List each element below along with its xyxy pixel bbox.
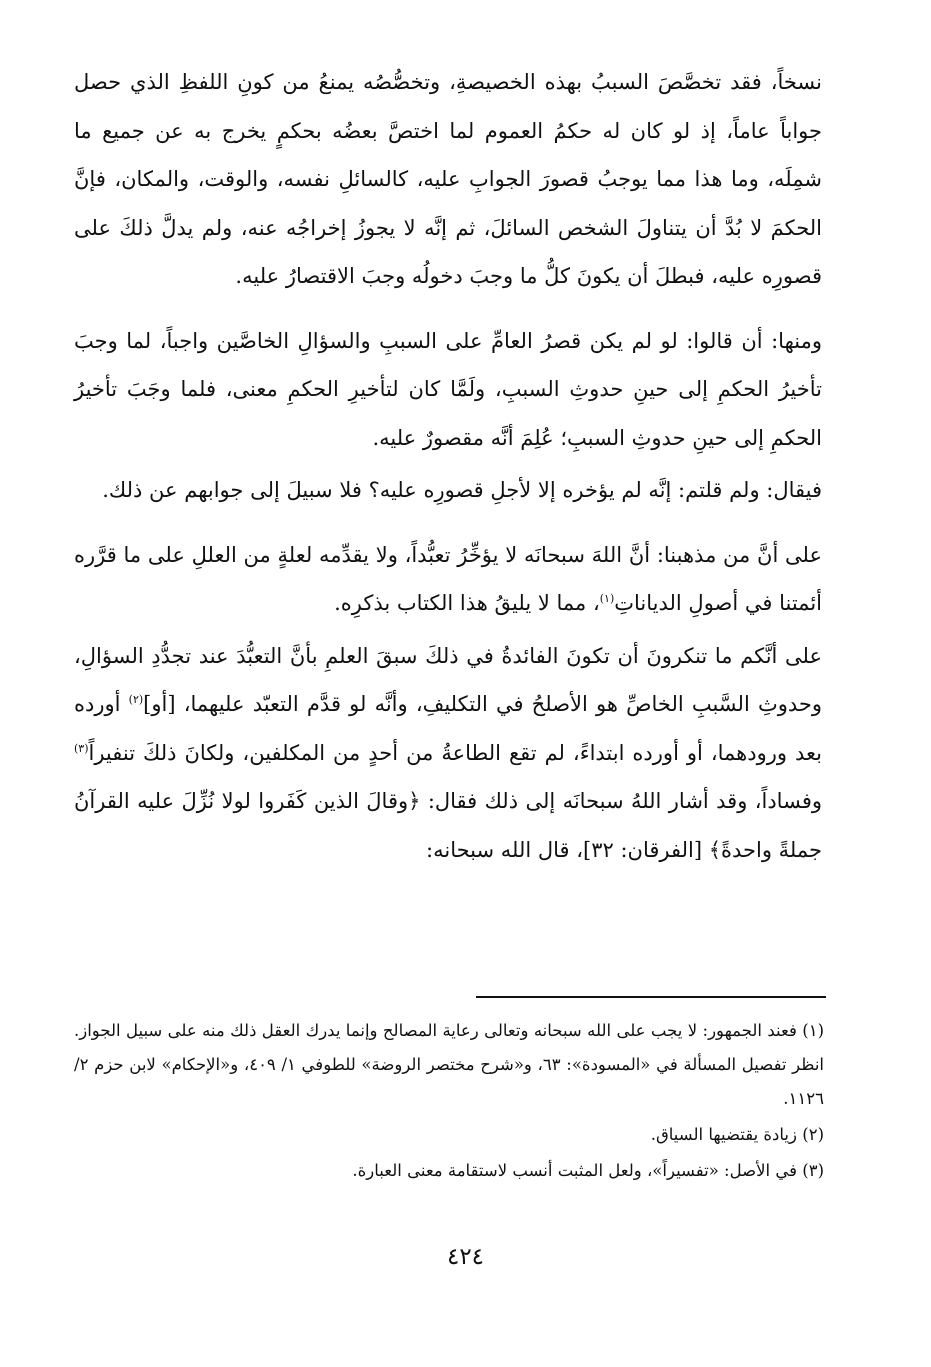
paragraph-2: ومنها: أن قالوا: لو لم يكن قصرُ العامِّ على السببِ والسؤالِ الخاصَّين واجباً، لما وجبَ تأخيرُ الحكمِ إلى حينِ حدوثِ السببِ، ولَمَّا كان لتأخيرِ الحكمِ معنى، فلما وجَبَ تأخيرُ الحكمِ إلى حينِ حدوثِ السببِ؛ عُلِمَ أنَّه مقصورٌ عليه. [74, 328, 822, 450]
footnotes [74, 1014, 824, 1188]
paragraph-5-text-b: أورده بعد ورودهما، أو أورده ابتداءً، لم تقع الطاعةُ من أحدٍ من المكلفين، ولكانَ ذلكَ تنفيراً [74, 692, 822, 765]
footnote-1: (١) فعند الجمهور: لا يجب على الله سبحانه وتعالى رعاية المصالح وإنما يدرك العقل ذلك منه على سبيل الجواز. انظر تفصيل المسألة في «المسودة»: ٦٣، و«شرح مختصر الروضة» للطوفي ١/ ٤٠٩، و«الإحكام» لابن حزم ٢/ ١١٢٦. [74, 1021, 824, 1108]
paragraph-4 [74, 531, 822, 628]
footnote-3: (٣) في الأصل: «تفسيراً»، ولعل المثبت أنسب لاستقامة معنى العبارة. [352, 1161, 824, 1180]
paragraph-5-text-c: وفساداً، وقد أشار اللهُ سبحانَه إلى ذلك فقال: ﴿وقالَ الذين كَفَروا لولا نُزِّلَ عليه القرآنُ جملةً واحدةً﴾ [الفرقان: ٣٢]، قال الله سبحانه: [74, 789, 822, 862]
paragraph-4-text-b: ، مما لا يليقُ هذا الكتاب بذكرِه. [334, 591, 600, 615]
paragraph-5-text-a: على أنَّكم ما تنكرونَ أن تكونَ الفائدةُ في ذلكَ سبقَ العلمِ بأنَّ التعبُّدَ عند تجدُّدِ السؤالِ، وحدوثِ السَّببِ الخاصِّ هو الأصلحُ في التكليفِ، وأنَّه لو قدَّم التعبّد عليهما، [أو] [74, 643, 823, 716]
main-text [74, 58, 822, 874]
footnote-marker-2[interactable]: (٢) [128, 693, 144, 706]
footnote-2: (٢) زيادة يقتضيها السياق. [650, 1125, 824, 1144]
paragraph-4-text-a: على أنَّ من مذهبنا: أنَّ اللهَ سبحانَه لا يؤخِّرُ تعبُّداً، ولا يقدِّمه لعلةٍ من العللِ على ما قرَّره أئمتنا في أصولِ الدياناتِ [74, 542, 822, 615]
paragraph-1: نسخاً، فقد تخصَّصَ السببُ بهذه الخصيصةِ، وتخصُّصُه يمنعُ من كونِ اللفظِ الذي حصل جواباً عاماً، إذ لو كان له حكمُ العموم لما اختصَّ بعضُه بحكمٍ يخرج به عن جميع ما شمِلَه، وما هذا مما يوجبُ قصورَ الجوابِ عليه، كالسائلِ نفسه، والوقت، والمكان، فإنَّ الحكمَ لا بُدَّ أن يتناولَ الشخص السائلَ، ثم إنَّه لا يجوزُ إخراجُه عنه، ولم يدلَّ ذلكَ على قصورِه عليه، فبطلَ أن يكونَ كلُّ ما وجبَ دخولُه وجبَ الاقتصارُ عليه. [74, 70, 822, 288]
footnote-marker-3[interactable]: (٣) [74, 741, 89, 755]
paragraph-3: فيقال: ولم قلتم: إنَّه لم يؤخره إلا لأجلِ قصورِه عليه؟ فلا سبيلَ إلى جوابهم عن ذلك. [102, 478, 822, 502]
footnote-divider [476, 996, 826, 998]
footnote-marker-1[interactable]: (١) [599, 592, 615, 605]
page-number: ٤٢٤ [446, 1244, 485, 1270]
paragraph-5 [74, 632, 822, 875]
